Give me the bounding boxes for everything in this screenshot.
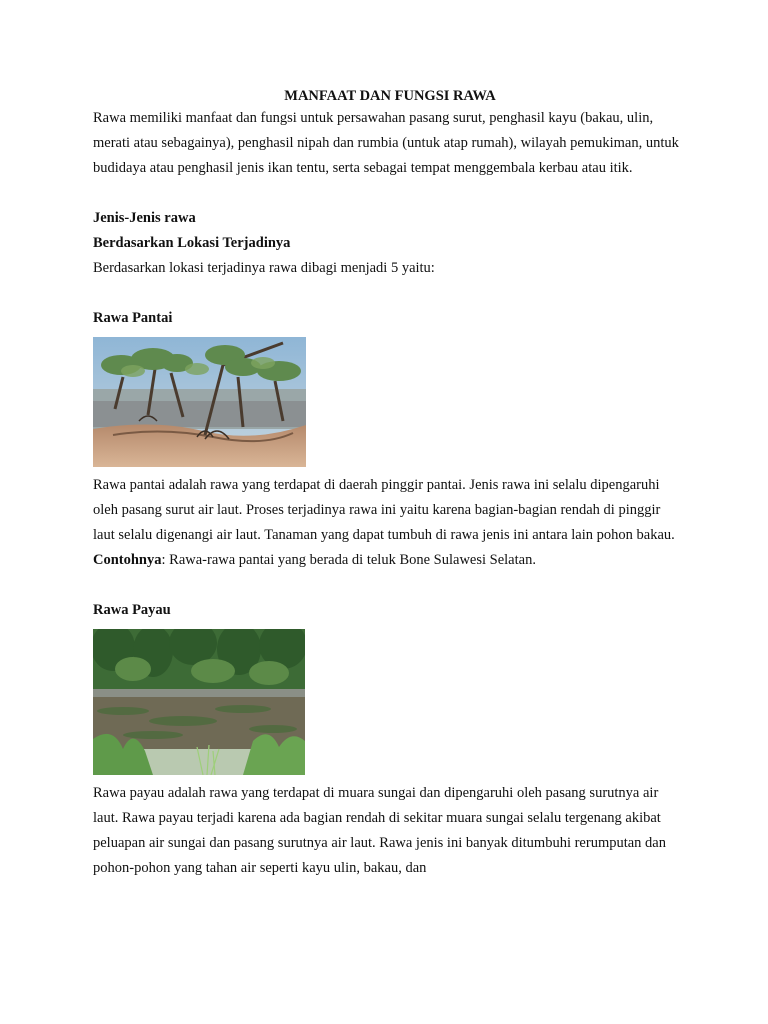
rawa-pantai-text: Rawa pantai adalah rawa yang terdapat di daerah pinggir pantai. Jenis rawa ini selalu dipengaruhi oleh pasang surut air laut. Proses terjadinya rawa ini yaitu karena bagian-bagian rendah di pinggir laut selalu digenangi air laut. Tanaman yang dapat tumbuh di rawa jenis ini antara lain pohon bakau. xyxy=(93,477,675,543)
rawa-payau-photo xyxy=(93,629,305,775)
document-title: MANFAAT DAN FUNGSI RAWA xyxy=(284,88,496,104)
intro-paragraph: Rawa memiliki manfaat dan fungsi untuk persawahan pasang surut, penghasil kayu (bakau, ulin, merati atau sebagainya), penghasil nipah dan rumbia (untuk atap rumah), wilayah pemukiman, untuk budidaya atau penghasil jenis ikan tentu, serta sebagai tempat menggembala kerbau atau itik. xyxy=(93,110,679,176)
spacer xyxy=(93,573,683,598)
spacer xyxy=(93,281,683,306)
rawa-payau-paragraph: Rawa payau adalah rawa yang terdapat di muara sungai dan dipengaruhi oleh pasang surutnya air laut. Rawa payau terjadi karena ada bagian rendah di sekitar muara sungai selalu tergenang akibat peluapan air sungai dan pasang surutnya air laut. Rawa jenis ini banyak ditumbuhi rerumputan dan pohon-pohon yang tahan air seperti kayu ulin, bakau, dan xyxy=(93,785,666,876)
example-label: Contohnya xyxy=(93,552,162,568)
rawa-pantai-photo xyxy=(93,337,306,467)
example-text: : Rawa-rawa pantai yang berada di teluk Bone Sulawesi Selatan. xyxy=(161,552,536,568)
spacer xyxy=(93,181,683,206)
section-heading-rawa-payau: Rawa Payau xyxy=(93,602,171,618)
types-heading: Jenis-Jenis rawa xyxy=(93,210,196,226)
rawa-pantai-paragraph xyxy=(93,473,683,573)
document-page xyxy=(93,86,683,881)
location-heading: Berdasarkan Lokasi Terjadinya xyxy=(93,235,291,251)
location-intro: Berdasarkan lokasi terjadinya rawa dibagi menjadi 5 yaitu: xyxy=(93,260,435,276)
section-heading-rawa-pantai: Rawa Pantai xyxy=(93,310,173,326)
